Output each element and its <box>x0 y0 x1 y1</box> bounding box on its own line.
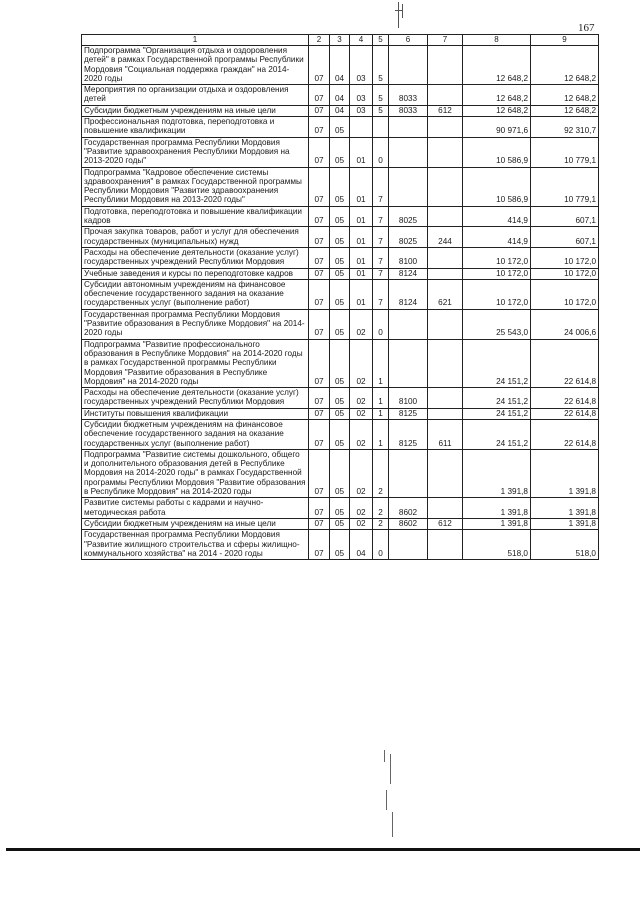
amount-cell: 414,9 <box>463 206 531 227</box>
row-name-cell: Профессиональная подготовка, переподготовка и повышение квалификации <box>82 117 309 138</box>
code-cell: 02 <box>350 449 373 497</box>
code-cell: 07 <box>309 167 330 206</box>
amount-cell: 10 586,9 <box>463 167 531 206</box>
amount-cell: 22 614,8 <box>531 339 599 387</box>
code-cell: 02 <box>350 339 373 387</box>
code-cell: 05 <box>330 408 350 419</box>
amount-cell: 24 151,2 <box>463 388 531 409</box>
table-row <box>82 518 599 529</box>
code-cell: 05 <box>330 117 350 138</box>
page-bottom-rule <box>6 848 640 851</box>
header-cell: 9 <box>531 35 599 46</box>
header-cell: 4 <box>350 35 373 46</box>
amount-cell: 10 779,1 <box>531 137 599 167</box>
table-row <box>82 309 599 339</box>
amount-cell: 1 391,8 <box>531 518 599 529</box>
amount-cell: 22 614,8 <box>531 388 599 409</box>
code-cell: 05 <box>330 339 350 387</box>
code-cell: 8124 <box>389 268 428 279</box>
table-row <box>82 85 599 106</box>
code-cell: 07 <box>309 206 330 227</box>
code-cell: 07 <box>309 309 330 339</box>
code-cell: 01 <box>350 268 373 279</box>
row-name-cell: Государственная программа Республики Мордовия "Развитие образования в Республике Мордовия" на 2014-2020 годы <box>82 309 309 339</box>
code-cell: 1 <box>373 339 389 387</box>
amount-cell: 607,1 <box>531 206 599 227</box>
amount-cell: 607,1 <box>531 227 599 248</box>
code-cell: 1 <box>373 419 389 449</box>
row-name-cell: Мероприятия по организации отдыха и оздоровления детей <box>82 85 309 106</box>
code-cell <box>428 167 463 206</box>
header-cell: 7 <box>428 35 463 46</box>
code-cell: 0 <box>373 137 389 167</box>
budget-table <box>81 34 599 560</box>
row-name-cell: Подготовка, переподготовка и повышение квалификации кадров <box>82 206 309 227</box>
table-row <box>82 268 599 279</box>
table-row <box>82 530 599 560</box>
amount-cell: 10 172,0 <box>531 268 599 279</box>
code-cell <box>428 498 463 519</box>
code-cell: 07 <box>309 419 330 449</box>
row-name-cell: Расходы на обеспечение деятельности (оказание услуг) государственных учреждений Республики Мордовия <box>82 247 309 268</box>
header-cell: 6 <box>389 35 428 46</box>
amount-cell: 518,0 <box>463 530 531 560</box>
code-cell: 8124 <box>389 279 428 309</box>
code-cell: 7 <box>373 268 389 279</box>
amount-cell: 1 391,8 <box>463 518 531 529</box>
header-row <box>82 35 599 46</box>
code-cell: 7 <box>373 227 389 248</box>
code-cell: 03 <box>350 85 373 106</box>
code-cell: 7 <box>373 206 389 227</box>
code-cell: 2 <box>373 518 389 529</box>
code-cell: 611 <box>428 419 463 449</box>
code-cell: 5 <box>373 85 389 106</box>
amount-cell: 10 172,0 <box>531 279 599 309</box>
code-cell <box>428 206 463 227</box>
row-name-cell: Субсидии бюджетным учреждениям на иные цели <box>82 518 309 529</box>
row-name-cell: Институты повышения квалификации <box>82 408 309 419</box>
code-cell <box>428 339 463 387</box>
table-row <box>82 339 599 387</box>
row-name-cell: Государственная программа Республики Мордовия "Развитие жилищного строительства и сферы жилищно-коммунального хозяйства" на 2014 - 2020 годы <box>82 530 309 560</box>
code-cell: 03 <box>350 105 373 116</box>
code-cell: 05 <box>330 518 350 529</box>
amount-cell: 12 648,2 <box>463 46 531 85</box>
amount-cell: 24 151,2 <box>463 408 531 419</box>
code-cell: 07 <box>309 518 330 529</box>
amount-cell: 92 310,7 <box>531 117 599 138</box>
code-cell: 05 <box>330 279 350 309</box>
code-cell: 05 <box>330 419 350 449</box>
budget-table-body <box>82 46 599 560</box>
code-cell: 07 <box>309 105 330 116</box>
table-row <box>82 419 599 449</box>
page-number: 167 <box>578 22 595 34</box>
table-row <box>82 167 599 206</box>
code-cell: 04 <box>330 85 350 106</box>
code-cell: 8602 <box>389 498 428 519</box>
header-cell: 3 <box>330 35 350 46</box>
code-cell <box>428 117 463 138</box>
code-cell: 1 <box>373 388 389 409</box>
code-cell: 05 <box>330 137 350 167</box>
code-cell <box>389 117 428 138</box>
code-cell <box>428 268 463 279</box>
budget-table-container <box>81 34 598 560</box>
amount-cell: 10 172,0 <box>463 268 531 279</box>
code-cell <box>389 530 428 560</box>
header-cell: 8 <box>463 35 531 46</box>
code-cell: 02 <box>350 388 373 409</box>
amount-cell: 12 648,2 <box>531 105 599 116</box>
amount-cell: 10 779,1 <box>531 167 599 206</box>
table-row <box>82 206 599 227</box>
code-cell: 07 <box>309 530 330 560</box>
code-cell: 03 <box>350 46 373 85</box>
code-cell: 07 <box>309 388 330 409</box>
row-name-cell: Учебные заведения и курсы по переподготовке кадров <box>82 268 309 279</box>
amount-cell: 12 648,2 <box>531 85 599 106</box>
code-cell: 02 <box>350 309 373 339</box>
amount-cell: 1 391,8 <box>463 498 531 519</box>
code-cell: 612 <box>428 105 463 116</box>
amount-cell: 24 151,2 <box>463 339 531 387</box>
code-cell: 07 <box>309 268 330 279</box>
amount-cell: 12 648,2 <box>463 105 531 116</box>
amount-cell: 90 971,6 <box>463 117 531 138</box>
code-cell <box>428 137 463 167</box>
row-name-cell: Субсидии бюджетным учреждениям на финансовое обеспечение государственного задания на оказание государственных услуг (выполнение работ) <box>82 419 309 449</box>
row-name-cell: Развитие системы работы с кадрами и научно-методическая работа <box>82 498 309 519</box>
code-cell: 01 <box>350 137 373 167</box>
amount-cell: 414,9 <box>463 227 531 248</box>
amount-cell: 12 648,2 <box>531 46 599 85</box>
code-cell <box>428 85 463 106</box>
code-cell <box>428 247 463 268</box>
header-cell: 1 <box>82 35 309 46</box>
code-cell: 02 <box>350 518 373 529</box>
row-name-cell: Расходы на обеспечение деятельности (оказание услуг) государственных учреждений Республики Мордовия <box>82 388 309 409</box>
code-cell: 8025 <box>389 206 428 227</box>
code-cell: 01 <box>350 227 373 248</box>
table-row <box>82 227 599 248</box>
code-cell: 04 <box>350 530 373 560</box>
code-cell <box>389 339 428 387</box>
row-name-cell: Подпрограмма "Организация отдыха и оздоровления детей" в рамках Государственной программы Республики Мордовия "Социальная поддержка граждан" на 2014-2020 годы <box>82 46 309 85</box>
code-cell: 07 <box>309 247 330 268</box>
amount-cell: 22 614,8 <box>531 408 599 419</box>
table-row <box>82 105 599 116</box>
code-cell: 05 <box>330 449 350 497</box>
amount-cell: 1 391,8 <box>463 449 531 497</box>
code-cell: 04 <box>330 105 350 116</box>
code-cell <box>350 117 373 138</box>
scan-mark <box>392 0 406 30</box>
code-cell <box>389 167 428 206</box>
code-cell: 07 <box>309 339 330 387</box>
amount-cell: 10 172,0 <box>463 247 531 268</box>
table-row <box>82 279 599 309</box>
amount-cell: 1 391,8 <box>531 498 599 519</box>
code-cell: 8602 <box>389 518 428 529</box>
scan-artifact <box>381 750 401 840</box>
table-row <box>82 46 599 85</box>
amount-cell: 10 172,0 <box>463 279 531 309</box>
table-row <box>82 408 599 419</box>
code-cell <box>389 137 428 167</box>
code-cell <box>389 46 428 85</box>
table-row <box>82 137 599 167</box>
code-cell: 8033 <box>389 105 428 116</box>
code-cell: 7 <box>373 279 389 309</box>
amount-cell: 1 391,8 <box>531 449 599 497</box>
code-cell <box>428 46 463 85</box>
row-name-cell: Подпрограмма "Развитие системы дошкольного, общего и дополнительного образования детей в Республике Мордовия на 2014-2020 годы" в рамках Государственной программы Республики Мордовия "Развитие образования в Республике Мордовия" на 2014-2020 годы <box>82 449 309 497</box>
header-cell: 5 <box>373 35 389 46</box>
row-name-cell: Подпрограмма "Кадровое обеспечение системы здравоохранения" в рамках Государственной программы Республики Мордовия "Развитие здравоохранения Республики Мордовия на 2013-2020 годы" <box>82 167 309 206</box>
code-cell: 05 <box>330 268 350 279</box>
code-cell: 02 <box>350 408 373 419</box>
code-cell: 05 <box>330 227 350 248</box>
amount-cell: 24 151,2 <box>463 419 531 449</box>
amount-cell: 25 543,0 <box>463 309 531 339</box>
code-cell <box>428 309 463 339</box>
amount-cell: 12 648,2 <box>463 85 531 106</box>
code-cell: 1 <box>373 408 389 419</box>
amount-cell: 10 172,0 <box>531 247 599 268</box>
code-cell: 05 <box>330 247 350 268</box>
code-cell: 244 <box>428 227 463 248</box>
code-cell: 8125 <box>389 419 428 449</box>
header-cell: 2 <box>309 35 330 46</box>
code-cell: 07 <box>309 85 330 106</box>
code-cell: 07 <box>309 227 330 248</box>
table-row <box>82 388 599 409</box>
code-cell: 04 <box>330 46 350 85</box>
code-cell: 07 <box>309 449 330 497</box>
code-cell <box>428 388 463 409</box>
code-cell: 7 <box>373 247 389 268</box>
code-cell: 05 <box>330 167 350 206</box>
code-cell: 05 <box>330 206 350 227</box>
code-cell: 01 <box>350 206 373 227</box>
code-cell <box>428 449 463 497</box>
code-cell <box>389 449 428 497</box>
row-name-cell: Субсидии бюджетным учреждениям на иные цели <box>82 105 309 116</box>
code-cell <box>389 309 428 339</box>
code-cell: 0 <box>373 530 389 560</box>
code-cell: 8100 <box>389 388 428 409</box>
code-cell: 0 <box>373 309 389 339</box>
code-cell: 07 <box>309 46 330 85</box>
code-cell: 8100 <box>389 247 428 268</box>
code-cell: 01 <box>350 279 373 309</box>
code-cell: 05 <box>330 309 350 339</box>
code-cell: 02 <box>350 498 373 519</box>
amount-cell: 518,0 <box>531 530 599 560</box>
code-cell: 05 <box>330 388 350 409</box>
code-cell: 01 <box>350 247 373 268</box>
code-cell: 5 <box>373 105 389 116</box>
row-name-cell: Государственная программа Республики Мордовия "Развитие здравоохранения Республики Мордовия на 2013-2020 годы" <box>82 137 309 167</box>
row-name-cell: Субсидии автономным учреждениям на финансовое обеспечение государственного задания на оказание государственных услуг (выполнение работ) <box>82 279 309 309</box>
code-cell: 05 <box>330 498 350 519</box>
code-cell: 05 <box>330 530 350 560</box>
row-name-cell: Подпрограмма "Развитие профессионального образования в Республике Мордовия" на 2014-2020 годы в рамках Государственной программы Республики Мордовия "Развитие образования в Республике Мордовия" на 2014-2020 годы <box>82 339 309 387</box>
code-cell: 2 <box>373 498 389 519</box>
code-cell: 621 <box>428 279 463 309</box>
table-row <box>82 247 599 268</box>
code-cell: 8033 <box>389 85 428 106</box>
code-cell: 07 <box>309 137 330 167</box>
amount-cell: 10 586,9 <box>463 137 531 167</box>
table-row <box>82 449 599 497</box>
code-cell <box>428 408 463 419</box>
code-cell: 07 <box>309 279 330 309</box>
code-cell: 8125 <box>389 408 428 419</box>
code-cell: 7 <box>373 167 389 206</box>
code-cell: 5 <box>373 46 389 85</box>
amount-cell: 24 006,6 <box>531 309 599 339</box>
table-row <box>82 498 599 519</box>
code-cell: 01 <box>350 167 373 206</box>
code-cell: 07 <box>309 117 330 138</box>
amount-cell: 22 614,8 <box>531 419 599 449</box>
table-row <box>82 117 599 138</box>
code-cell <box>428 530 463 560</box>
code-cell: 2 <box>373 449 389 497</box>
row-name-cell: Прочая закупка товаров, работ и услуг для обеспечения государственных (муниципальных) нужд <box>82 227 309 248</box>
code-cell: 612 <box>428 518 463 529</box>
code-cell <box>373 117 389 138</box>
code-cell: 07 <box>309 498 330 519</box>
code-cell: 8025 <box>389 227 428 248</box>
code-cell: 07 <box>309 408 330 419</box>
code-cell: 02 <box>350 419 373 449</box>
